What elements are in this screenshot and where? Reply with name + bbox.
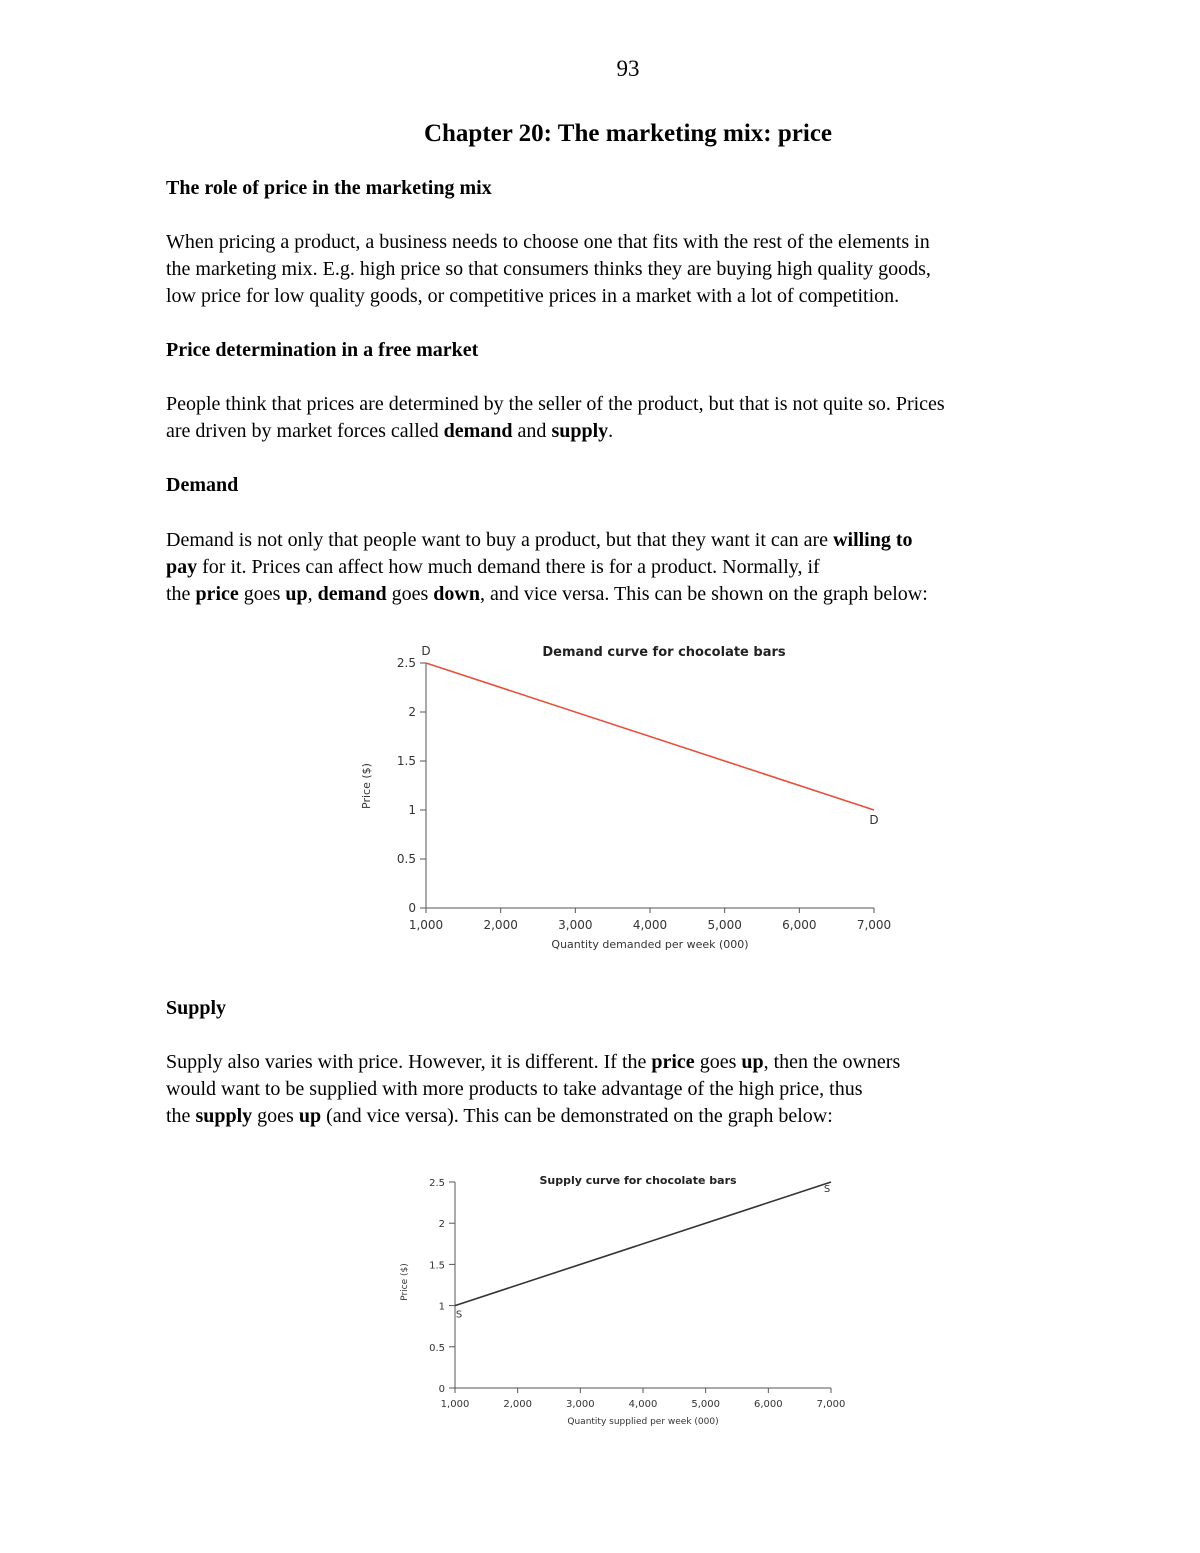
heading-supply: Supply xyxy=(166,997,227,1019)
page-number: 93 xyxy=(616,56,640,81)
bold-term: down xyxy=(433,583,480,605)
y-tick-label: 1 xyxy=(408,803,416,817)
y-tick-label: 0 xyxy=(438,1384,445,1395)
y-tick-label: 1.5 xyxy=(396,754,416,768)
y-axis-label: Price ($) xyxy=(400,1263,410,1301)
paragraph-price-determination xyxy=(166,391,1096,445)
x-tick-label: 4,000 xyxy=(632,918,668,932)
x-tick-label: 3,000 xyxy=(558,918,593,932)
y-axis-label: Price ($) xyxy=(360,763,373,809)
x-tick-label: 7,000 xyxy=(856,918,892,932)
x-tick-label: 6,000 xyxy=(754,1399,783,1410)
y-tick-label: 2.5 xyxy=(396,656,416,670)
bold-term: up xyxy=(741,1051,764,1073)
text-line: low price for low quality goods, or competitive prices in a market with a lot of competition. xyxy=(166,285,900,307)
y-tick-label: 2 xyxy=(438,1219,445,1231)
chart-title: Demand curve for chocolate bars xyxy=(542,645,786,660)
text-line xyxy=(166,418,1096,445)
bold-term: up xyxy=(285,583,308,605)
bold-term: willing to xyxy=(833,529,913,551)
heading-price-determination: Price determination in a free market xyxy=(166,339,479,361)
series-line-d xyxy=(426,663,874,810)
chapter-title: Chapter 20: The marketing mix: price xyxy=(423,120,833,147)
text-line xyxy=(166,554,1096,581)
text-line: the marketing mix. E.g. high price so that consumers thinks they are buying high quality goods, xyxy=(166,258,931,280)
x-tick-label: 4,000 xyxy=(628,1399,658,1410)
y-tick-label: 0.5 xyxy=(396,852,416,866)
y-tick-label: 0.5 xyxy=(429,1342,445,1354)
bold-term-supply: supply xyxy=(551,420,609,442)
text-line: People think that prices are determined by the seller of the product, but that is not quite so. Prices xyxy=(166,393,945,415)
text-run: , and vice versa. This can be shown on the graph below: xyxy=(479,583,928,605)
text-line xyxy=(166,527,1096,554)
y-tick-label: 0 xyxy=(408,901,416,915)
heading-role-of-price: The role of price in the marketing mix xyxy=(166,177,492,199)
text-run: the xyxy=(166,583,196,605)
curve-end-label: D xyxy=(869,813,879,827)
x-tick-label: 6,000 xyxy=(782,918,817,932)
bold-term: price xyxy=(195,583,239,605)
text-run: for it. Prices can affect how much demand there is for a product. Normally, if xyxy=(197,556,820,578)
heading-demand: Demand xyxy=(166,474,239,496)
bold-term: price xyxy=(651,1051,695,1073)
demand-curve-chart xyxy=(340,632,920,962)
paragraph-supply xyxy=(166,1049,1096,1130)
text-line: would want to be supplied with more products to take advantage of the high price, thus xyxy=(166,1078,863,1100)
x-tick-label: 1,000 xyxy=(408,918,444,932)
bold-term: demand xyxy=(317,583,387,605)
bold-term: pay xyxy=(166,556,198,578)
text-line xyxy=(166,1049,1096,1076)
text-run: are driven by market forces called xyxy=(166,420,444,442)
y-tick-label: 2 xyxy=(408,705,416,719)
x-tick-label: 5,000 xyxy=(691,1399,720,1410)
bold-term-demand: demand xyxy=(443,420,513,442)
x-tick-label: 2,000 xyxy=(483,918,518,932)
paragraph-role-of-price xyxy=(166,229,1096,310)
text-run: , then the owners xyxy=(763,1051,901,1073)
x-tick-label: 7,000 xyxy=(816,1399,846,1410)
x-axis-label: Quantity supplied per week (000) xyxy=(567,1417,719,1427)
paragraph-demand xyxy=(166,527,1096,608)
text-run: goes xyxy=(694,1051,742,1073)
text-run: . xyxy=(608,420,614,442)
text-run: Demand is not only that people want to buy a product, but that they want it can are xyxy=(166,529,834,551)
y-tick-label: 1.5 xyxy=(429,1260,445,1272)
bold-term: supply xyxy=(195,1105,253,1127)
text-run: goes xyxy=(252,1105,299,1127)
x-axis-label: Quantity demanded per week (000) xyxy=(551,938,749,951)
text-run: goes xyxy=(386,583,434,605)
text-run: Supply also varies with price. However, it is different. If the xyxy=(166,1051,652,1073)
x-tick-label: 2,000 xyxy=(503,1399,532,1410)
curve-end-label: D xyxy=(421,644,431,658)
chart-title: Supply curve for chocolate bars xyxy=(539,1174,737,1187)
y-tick-label: 1 xyxy=(438,1301,445,1313)
text-line: When pricing a product, a business needs to choose one that fits with the rest of the elements in xyxy=(166,231,930,253)
text-run: , xyxy=(307,583,318,605)
text-line xyxy=(166,1103,1096,1130)
text-run: and xyxy=(512,420,552,442)
text-run: goes xyxy=(238,583,286,605)
bold-term: up xyxy=(298,1105,322,1127)
supply-curve-chart xyxy=(380,1160,880,1440)
curve-end-label: S xyxy=(823,1184,831,1195)
x-tick-label: 3,000 xyxy=(566,1399,595,1410)
text-run: (and vice versa). This can be demonstrated on the graph below: xyxy=(321,1105,833,1127)
series-line-s xyxy=(455,1182,831,1306)
curve-end-label: S xyxy=(455,1309,463,1321)
text-run: the xyxy=(166,1105,196,1127)
text-line xyxy=(166,581,1096,608)
y-tick-label: 2.5 xyxy=(429,1178,445,1189)
x-tick-label: 5,000 xyxy=(707,918,742,932)
x-tick-label: 1,000 xyxy=(440,1399,470,1410)
